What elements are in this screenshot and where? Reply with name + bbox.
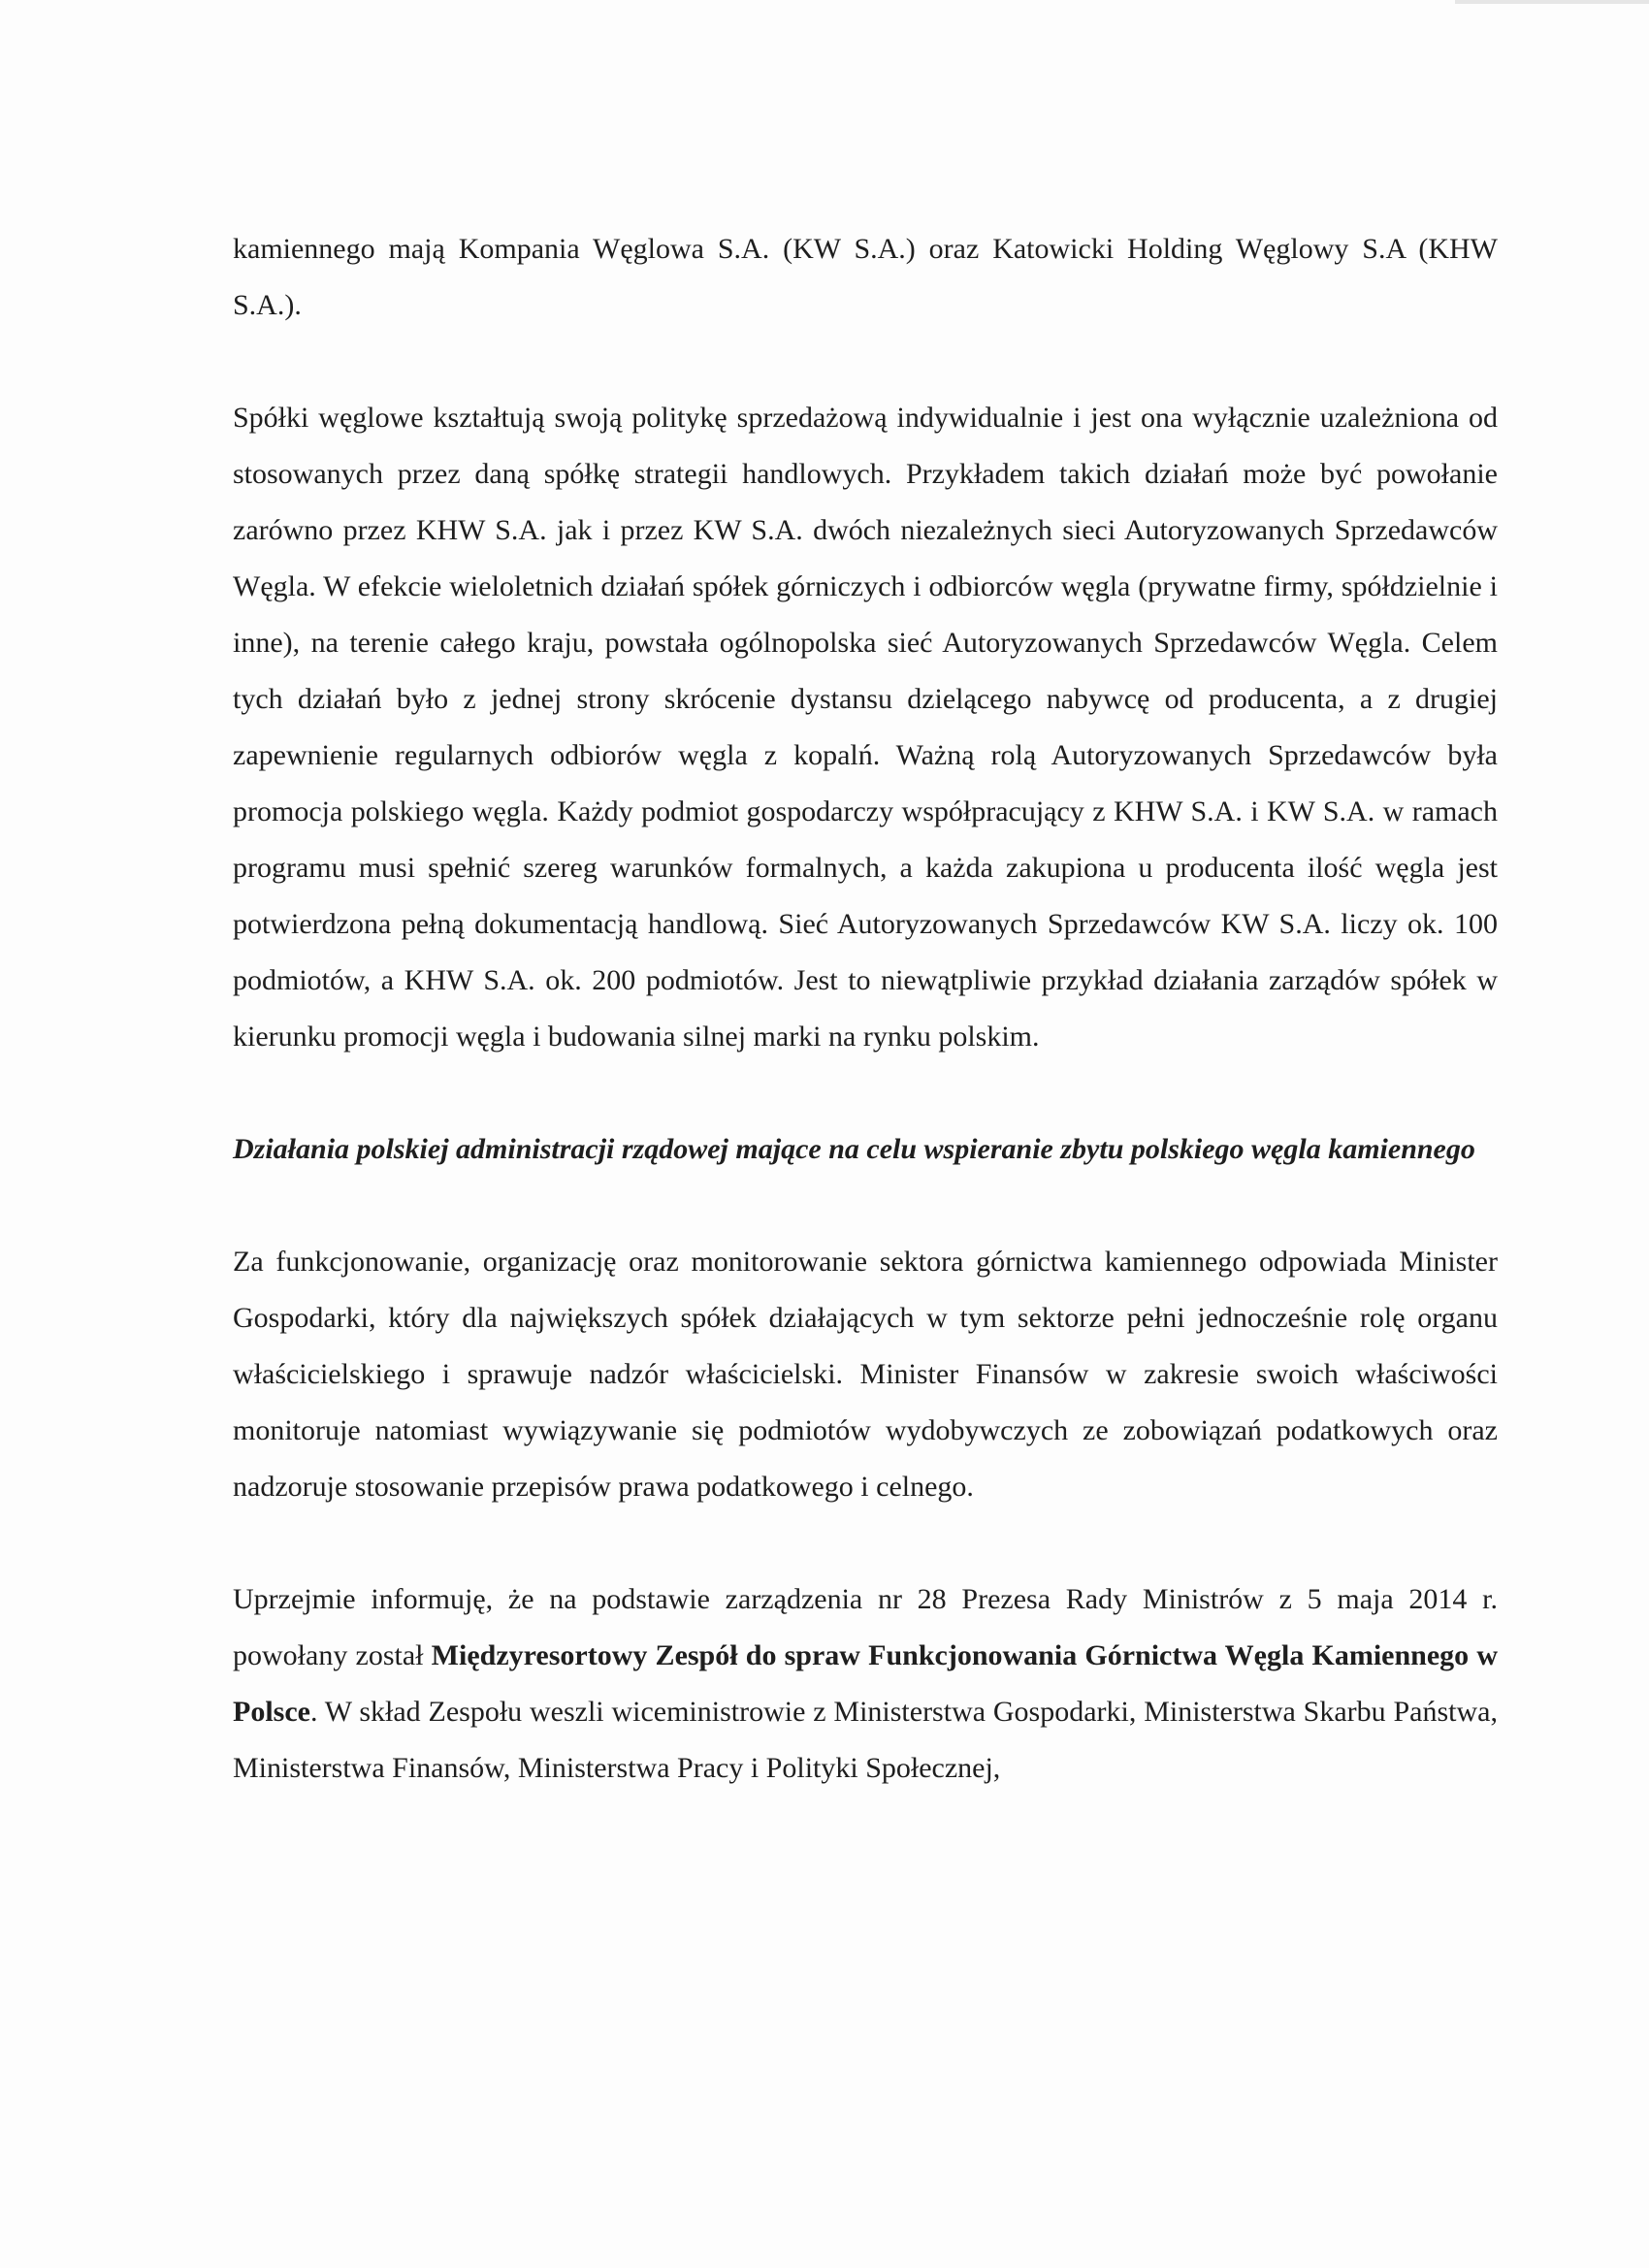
team-text-start: Uprzejmie informuję, że na podstawie zarządzenia nr 28 Prezesa Rady Ministrów z 5 maja 2014 r. powołany został	[233, 1583, 1498, 1671]
team-name-bold: Międzyresortowy Zespół do spraw Funkcjonowania Górnictwa Węgla Kamiennego w Polsce	[233, 1639, 1499, 1728]
team-text-end: . W skład Zespołu weszli wiceministrowie z Ministerstwa Gospodarki, Ministerstwa Skarbu Państwa, Ministerstwa Finansów, Ministerstwa Pracy i Polityki Społecznej,	[233, 1696, 1498, 1784]
section-heading: Działania polskiej administracji rządowej mające na celu wspieranie zbytu polskiego węgla kamiennego	[233, 1133, 1475, 1165]
paragraph-sales-policy: Spółki węglowe kształtują swoją politykę sprzedażową indywidualnie i jest ona wyłącznie uzależniona od stosowanych przez daną spółkę strategii handlowych. Przykładem takich działań może być powołanie zarówno przez KHW S.A. jak i przez KW S.A. dwóch niezależnych sieci Autoryzowanych Sprzedawców Węgla. W efekcie wieloletnich działań spółek górniczych i odbiorców węgla (prywatne firmy, spółdzielnie i inne), na terenie całego kraju, powstała ogólnopolska sieć Autoryzowanych Sprzedawców Węgla. Celem tych działań było z jednej strony skrócenie dystansu dzielącego nabywcę od producenta, a z drugiej zapewnienie regularnych odbiorów węgla z kopalń. Ważną rolą Autoryzowanych Sprzedawców była promocja polskiego węgla. Każdy podmiot gospodarczy współpracujący z KHW S.A. i KW S.A. w ramach programu musi spełnić szereg warunków formalnych, a każda zakupiona u producenta ilość węgla jest potwierdzona pełną dokumentacją handlową. Sieć Autoryzowanych Sprzedawców KW S.A. liczy ok. 100 podmiotów, a KHW S.A. ok. 200 podmiotów. Jest to niewątpliwie przykład działania zarządów spółek w kierunku promocji węgla i budowania silnej marki na rynku polskim.	[233, 402, 1498, 1053]
paragraph-ministry-oversight: Za funkcjonowanie, organizację oraz monitorowanie sektora górnictwa kamiennego odpowiada Minister Gospodarki, który dla największych spółek działających w tym sektorze pełni jednocześnie rolę organu właścicielskiego i sprawuje nadzór właścicielski. Minister Finansów w zakresie swoich właściwości monitoruje natomiast wywiązywanie się podmiotów wydobywczych ze zobowiązań podatkowych oraz nadzoruje stosowanie przepisów prawa podatkowego i celnego.	[233, 1246, 1498, 1503]
paragraph-companies: kamiennego mają Kompania Węglowa S.A. (KW S.A.) oraz Katowicki Holding Węglowy S.A (KHW S.A.).	[233, 233, 1498, 321]
document-body	[233, 221, 1498, 1797]
paragraph-team-appointment	[233, 1571, 1498, 1797]
scan-edge	[1455, 0, 1649, 4]
